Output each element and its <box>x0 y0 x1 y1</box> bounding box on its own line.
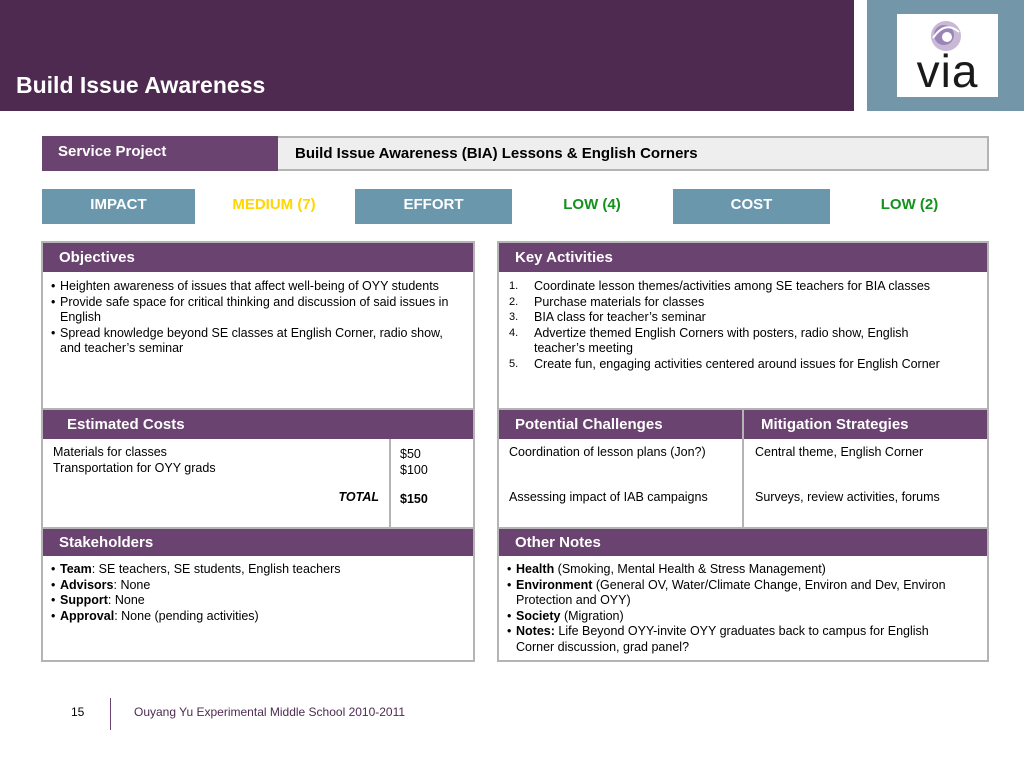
activity-item: 4. Advertize themed English Corners with posters, radio show, English teacher’s meeting <box>509 325 909 356</box>
stakeholder-item: • Advisors: None <box>43 578 463 594</box>
cost-items <box>41 439 391 486</box>
stakeholder-item: • Approval: None (pending activities) <box>43 609 463 625</box>
note-item: • Notes: Life Beyond OYY-invite OYY graduates back to campus for English Corner discussion, grad panel? <box>499 624 967 655</box>
page-number: 15 <box>71 705 85 719</box>
activity-item: 1. Coordinate lesson themes/activities among SE teachers for BIA classes <box>509 279 931 293</box>
stakeholders-header: Stakeholders <box>41 527 475 558</box>
footer-divider <box>110 698 111 730</box>
key-activities-header: Key Activities <box>497 241 989 274</box>
note-item: • Society (Migration) <box>499 609 967 625</box>
activity-item: 2. Purchase materials for classes <box>509 294 705 309</box>
cost-amount: $50 <box>400 447 421 461</box>
challenge-cell: Assessing impact of IAB campaigns <box>497 484 744 529</box>
total-value: $150 <box>389 484 475 529</box>
challenge-cell: Coordination of lesson plans (Jon?) <box>497 439 744 486</box>
stakeholder-item: • Team: SE teachers, SE students, English teachers <box>43 562 463 578</box>
cost-label: COST <box>673 189 830 224</box>
effort-value: LOW (4) <box>512 189 672 224</box>
challenges-header: Potential Challenges <box>497 408 744 441</box>
stakeholder-item: • Support: None <box>43 593 463 609</box>
strategy-cell: Surveys, review activities, forums <box>742 484 989 529</box>
other-notes-header: Other Notes <box>497 527 989 558</box>
objectives-header: Objectives <box>41 241 475 274</box>
footer-text: Ouyang Yu Experimental Middle School 2010-2011 <box>134 705 406 719</box>
stakeholders-body <box>41 556 475 662</box>
other-notes-body <box>497 556 989 662</box>
cost-amount: $100 <box>400 462 428 477</box>
note-item: • Environment (General OV, Water/Climate Change, Environ and Dev, Environ Protection and OYY) <box>499 578 967 609</box>
objective-item: • Heighten awareness of issues that affect well-being of OYY students <box>43 279 459 295</box>
service-project-value: Build Issue Awareness (BIA) Lessons & English Corners <box>278 136 989 171</box>
slide-title: Build Issue Awareness <box>16 72 266 98</box>
activity-item: 5. Create fun, engaging activities centered around issues for English Corner <box>509 356 940 371</box>
objective-item: • Provide safe space for critical thinking and discussion of said issues in English <box>43 295 459 326</box>
note-item: • Health (Smoking, Mental Health & Stress Management) <box>499 562 967 578</box>
cost-amounts <box>389 439 475 486</box>
via-logo <box>897 14 998 97</box>
objectives-body <box>41 272 475 410</box>
total-label: TOTAL <box>41 484 391 529</box>
title-banner <box>0 0 854 111</box>
effort-label: EFFORT <box>355 189 512 224</box>
cost-value: LOW (2) <box>830 189 989 224</box>
mitigation-header: Mitigation Strategies <box>742 408 989 441</box>
objective-item: • Spread knowledge beyond SE classes at English Corner, radio show, and teacher’s seminar <box>43 326 459 357</box>
cost-item: Materials for classes <box>53 445 167 459</box>
impact-label: IMPACT <box>42 189 195 224</box>
logo-text: via <box>916 45 979 97</box>
activity-item: 3. BIA class for teacher’s seminar <box>509 310 706 325</box>
strategy-cell: Central theme, English Corner <box>742 439 989 486</box>
cost-item: Transportation for OYY grads <box>53 460 216 475</box>
service-project-label: Service Project <box>42 136 278 171</box>
estimated-costs-header: Estimated Costs <box>41 408 475 441</box>
key-activities-body <box>497 272 989 410</box>
impact-value: MEDIUM (7) <box>195 189 353 224</box>
